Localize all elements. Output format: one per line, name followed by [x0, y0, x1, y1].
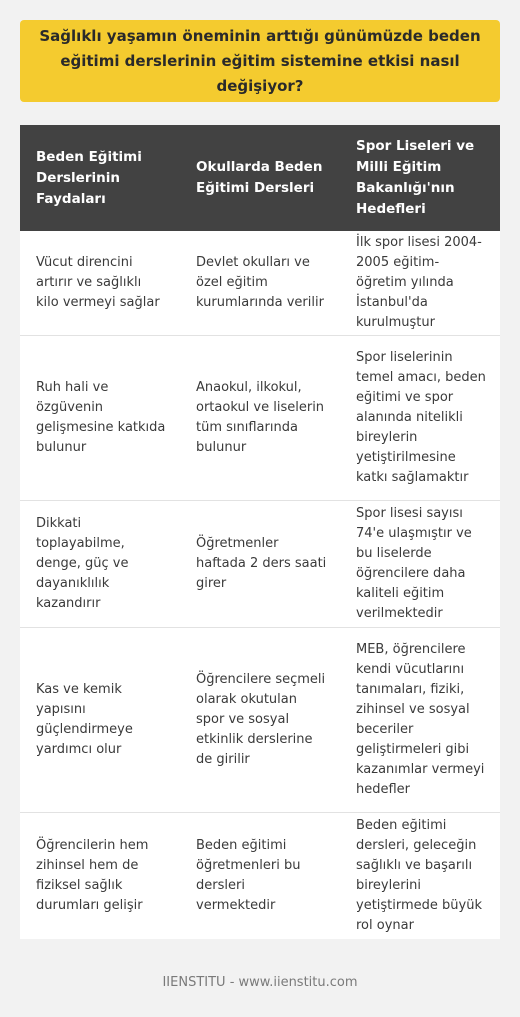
table-cell: Beden eğitimi dersleri, geleceğin sağlıklı ve başarılı bireylerini yetiştirmede büyük rol oynar — [356, 818, 482, 933]
table-cell: Spor liselerinin temel amacı, beden eğitimi ve spor alanında nitelikli bireylerin yetiştirilmesine katkı sağlamaktır — [356, 350, 486, 485]
comparison-table — [20, 125, 500, 939]
table-cell: Beden eğitimi öğretmenleri bu dersleri vermektedir — [196, 838, 301, 913]
footer-credit: IIENSTITU - www.iienstitu.com — [162, 975, 358, 990]
table-cell: Dikkati toplayabilme, denge, güç ve dayanıklılık kazandırır — [36, 516, 129, 611]
table-cell: Öğretmenler haftada 2 ders saati girer — [196, 536, 327, 591]
table-row — [20, 336, 500, 501]
table-cell: Anaokul, ilkokul, ortaokul ve liselerin tüm sınıflarında bulunur — [196, 380, 325, 455]
table-row — [20, 628, 500, 813]
table-row — [20, 501, 500, 628]
table-cell: Ruh hali ve özgüvenin gelişmesine katkıda bulunur — [36, 380, 166, 455]
table-cell: Kas ve kemik yapısını güçlendirmeye yardımcı olur — [36, 682, 133, 757]
table-cell: MEB, öğrencilere kendi vücutlarını tanımaları, fiziki, zihinsel ve sosyal beceriler geliştirmeleri gibi kazanımlar vermeyi hedefler — [356, 642, 485, 797]
table-row — [20, 231, 500, 336]
table-cell: Öğrencilere seçmeli olarak okutulan spor ve sosyal etkinlik derslerine de girilir — [196, 672, 326, 767]
header-cell-school-classes: Okullarda Beden Eğitimi Dersleri — [196, 159, 323, 196]
header-cell-sports-high-schools: Spor Liseleri ve Milli Eğitim Bakanlığı'nın Hedefleri — [356, 138, 475, 217]
table-cell: İlk spor lisesi 2004-2005 eğitim-öğretim yılında İstanbul'da kurulmuştur — [356, 235, 482, 330]
table-cell: Spor lisesi sayısı 74'e ulaşmıştır ve bu liselerde öğrencilere daha kaliteli eğitim verilmektedir — [356, 506, 472, 621]
table-row — [20, 813, 500, 939]
table-cell: Vücut direncini artırır ve sağlıklı kilo vermeyi sağlar — [36, 255, 160, 310]
title-banner — [20, 20, 500, 102]
page-title: Sağlıklı yaşamın öneminin arttığı günümüzde beden eğitimi derslerinin eğitim sistemine etkisi nasıl değişiyor? — [39, 26, 481, 95]
table-header-row — [20, 125, 500, 231]
table-cell: Devlet okulları ve özel eğitim kurumlarında verilir — [196, 255, 324, 310]
table-cell: Öğrencilerin hem zihinsel hem de fiziksel sağlık durumları gelişir — [36, 838, 149, 913]
header-cell-benefits: Beden Eğitimi Derslerinin Faydaları — [36, 148, 142, 207]
